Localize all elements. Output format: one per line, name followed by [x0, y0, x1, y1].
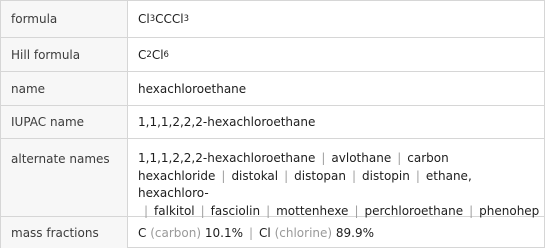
alt-name: mottenhexe — [276, 203, 349, 218]
alt-name: fasciolin — [210, 203, 261, 218]
alt-name: distokal — [231, 168, 279, 183]
mass-fractions-label: mass fractions — [1, 217, 128, 248]
alt-name: falkitol — [154, 203, 195, 218]
iupac-name-row — [1, 106, 544, 139]
hill-formula-value: C 2 Cl 6 — [138, 47, 169, 62]
formula-row — [1, 1, 544, 38]
name-value: hexachloroethane — [138, 81, 247, 96]
element-name: (carbon) — [150, 225, 202, 240]
formula-value: Cl 3 CCCl 3 — [138, 12, 190, 26]
hill-part-3: Cl — [151, 47, 164, 62]
alt-name: 1,1,1,2,2,2-hexachloroethane — [138, 151, 316, 165]
formula-part-3: CCCl — [155, 12, 184, 26]
element-symbol: Cl — [259, 225, 271, 240]
alt-name: distopin — [362, 168, 410, 183]
element-name: (chlorine) — [274, 225, 333, 240]
mass-fraction-value: 89.9% — [335, 225, 375, 240]
hill-formula-row — [1, 38, 544, 72]
element-symbol: C — [138, 225, 147, 240]
alt-name: carbon hexachloride — [138, 151, 449, 183]
name-row — [1, 72, 544, 106]
alt-name: perchloroethane — [364, 203, 464, 218]
hill-formula-label: Hill formula — [1, 38, 128, 71]
mass-fractions-row — [1, 217, 544, 248]
mass-fractions-value: C (carbon) 10.1% | Cl (chlorine) 89.9% — [138, 225, 375, 240]
alternate-names-value: 1,1,1,2,2,2-hexachloroethane | avlothane | carbon hexachloride | distokal | distopan | distopin | ethane, hexachloro-| falkitol | fasciolin | mottenhexe | perchloroethane | phenohep — [138, 151, 540, 218]
mass-fraction-value: 10.1% — [204, 225, 243, 240]
alt-name: phenohep — [479, 203, 540, 218]
alternate-names-label: alternate names — [1, 139, 128, 216]
iupac-name-value: 1,1,1,2,2,2-hexachloroethane — [138, 115, 316, 129]
iupac-name-label: IUPAC name — [1, 106, 128, 138]
hill-part-1: C — [138, 47, 147, 62]
name-label: name — [1, 72, 128, 105]
alt-name: distopan — [294, 168, 346, 183]
formula-part-1: Cl — [138, 12, 150, 26]
alternate-names-row — [1, 139, 544, 217]
alt-name: ethane, hexachloro- — [138, 168, 472, 200]
alt-name: avlothane — [331, 151, 392, 165]
formula-label: formula — [1, 1, 128, 37]
